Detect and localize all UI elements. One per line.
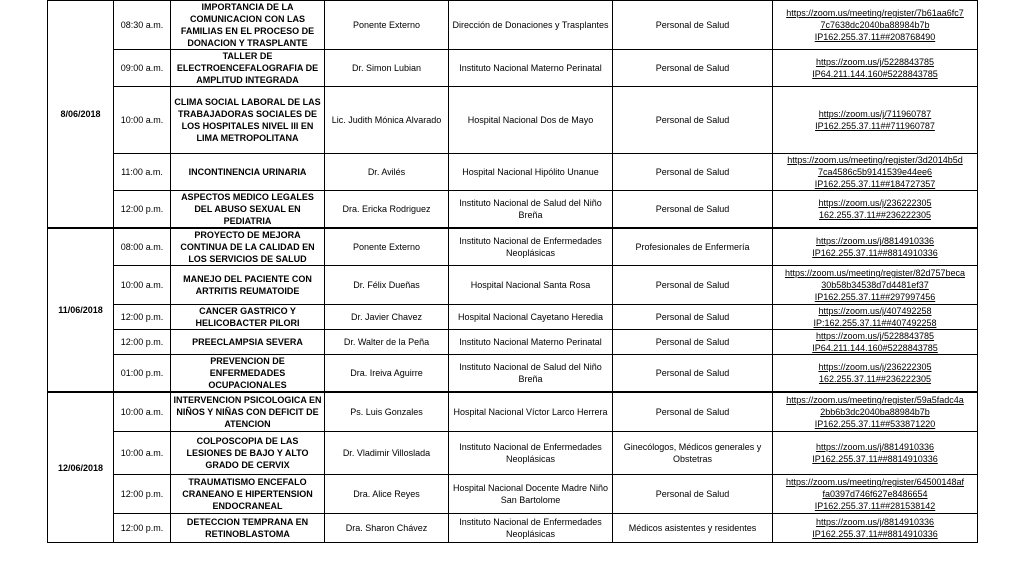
audience-cell: Personal de Salud	[613, 330, 773, 355]
institution-cell: Hospital Nacional Hipólito Unanue	[449, 154, 613, 191]
topic-cell: ASPECTOS MEDICO LEGALES DEL ABUSO SEXUAL EN PEDIATRIA	[171, 191, 325, 229]
zoom-link[interactable]: https://zoom.us/j/236222305 162.255.37.11##236222305	[773, 191, 978, 229]
topic-cell: COLPOSCOPIA DE LAS LESIONES DE BAJO Y ALTO GRADO DE CERVIX	[171, 432, 325, 475]
audience-cell: Ginecólogos, Médicos generales y Obstetras	[613, 432, 773, 475]
table-row	[48, 514, 978, 543]
time-cell: 09:00 a.m.	[114, 50, 171, 87]
audience-cell: Personal de Salud	[613, 50, 773, 87]
zoom-link[interactable]: https://zoom.us/meeting/register/59a5fadc4a 2bb6b3dc2040ba88984b7b IP162.255.37.11##533871220	[773, 392, 978, 432]
institution-cell: Instituto Nacional de Enfermedades Neoplásicas	[449, 228, 613, 266]
zoom-link[interactable]: https://zoom.us/j/236222305 162.255.37.11##236222305	[773, 355, 978, 393]
time-cell: 08:00 a.m.	[114, 228, 171, 266]
institution-cell: Instituto Nacional Materno Perinatal	[449, 50, 613, 87]
audience-cell: Médicos asistentes y residentes	[613, 514, 773, 543]
table-row	[48, 305, 978, 330]
institution-cell: Hospital Nacional Docente Madre Niño San Bartolome	[449, 475, 613, 514]
table-row	[48, 432, 978, 475]
time-cell: 10:00 a.m.	[114, 392, 171, 432]
speaker-cell: Ponente Externo	[325, 228, 449, 266]
table-row	[48, 266, 978, 305]
institution-cell: Dirección de Donaciones y Trasplantes	[449, 1, 613, 50]
zoom-link[interactable]: https://zoom.us/meeting/register/3d2014b5d 7ca4586c5b9141539e44ee6 IP162.255.37.11##184727357	[773, 154, 978, 191]
table-row	[48, 330, 978, 355]
institution-cell: Hospital Nacional Cayetano Heredia	[449, 305, 613, 330]
time-cell: 01:00 p.m.	[114, 355, 171, 393]
speaker-cell: Dr. Javier Chavez	[325, 305, 449, 330]
speaker-cell: Dr. Avilés	[325, 154, 449, 191]
time-cell: 10:00 a.m.	[114, 266, 171, 305]
zoom-link[interactable]: https://zoom.us/meeting/register/7b61aa6fc7 7c7638dc2040ba88984b7b IP162.255.37.11##208768490	[773, 1, 978, 50]
speaker-cell: Dra. Ireiva Aguirre	[325, 355, 449, 393]
institution-cell: Hospital Nacional Víctor Larco Herrera	[449, 392, 613, 432]
time-cell: 12:00 p.m.	[114, 514, 171, 543]
table-row	[48, 1, 978, 50]
topic-cell: CANCER GASTRICO Y HELICOBACTER PILORI	[171, 305, 325, 330]
institution-cell: Instituto Nacional de Salud del Niño Breña	[449, 191, 613, 229]
table-row	[48, 191, 978, 229]
topic-cell: TALLER DE ELECTROENCEFALOGRAFIA DE AMPLITUD INTEGRADA	[171, 50, 325, 87]
zoom-link[interactable]: https://zoom.us/j/711960787 IP162.255.37.11##711960787	[773, 87, 978, 154]
audience-cell: Personal de Salud	[613, 1, 773, 50]
audience-cell: Personal de Salud	[613, 87, 773, 154]
audience-cell: Personal de Salud	[613, 154, 773, 191]
time-cell: 12:00 p.m.	[114, 191, 171, 229]
audience-cell: Personal de Salud	[613, 475, 773, 514]
topic-cell: PROYECTO DE MEJORA CONTINUA DE LA CALIDAD EN LOS SERVICIOS DE SALUD	[171, 228, 325, 266]
topic-cell: PREVENCION DE ENFERMEDADES OCUPACIONALES	[171, 355, 325, 393]
zoom-link[interactable]: https://zoom.us/j/407492258 IP:162.255.37.11##407492258	[773, 305, 978, 330]
speaker-cell: Dr. Simon Lubian	[325, 50, 449, 87]
date-cell: 8/06/2018	[48, 1, 114, 229]
institution-cell: Hospital Nacional Santa Rosa	[449, 266, 613, 305]
time-cell: 12:00 p.m.	[114, 475, 171, 514]
audience-cell: Personal de Salud	[613, 266, 773, 305]
topic-cell: INCONTINENCIA URINARIA	[171, 154, 325, 191]
speaker-cell: Dra. Sharon Chávez	[325, 514, 449, 543]
speaker-cell: Dra. Alice Reyes	[325, 475, 449, 514]
institution-cell: Instituto Nacional de Enfermedades Neoplásicas	[449, 514, 613, 543]
table-row	[48, 355, 978, 393]
audience-cell: Personal de Salud	[613, 355, 773, 393]
institution-cell: Instituto Nacional de Salud del Niño Breña	[449, 355, 613, 393]
institution-cell: Instituto Nacional Materno Perinatal	[449, 330, 613, 355]
table-row	[48, 50, 978, 87]
table-row	[48, 228, 978, 266]
audience-cell: Profesionales de Enfermería	[613, 228, 773, 266]
time-cell: 12:00 p.m.	[114, 330, 171, 355]
schedule-table	[47, 0, 978, 543]
zoom-link[interactable]: https://zoom.us/meeting/register/82d757beca 30b58b34538d7d4481ef37 IP162.255.37.11##297997456	[773, 266, 978, 305]
table-row	[48, 392, 978, 432]
zoom-link[interactable]: https://zoom.us/j/5228843785 IP64.211.144.160#5228843785	[773, 50, 978, 87]
speaker-cell: Ponente Externo	[325, 1, 449, 50]
topic-cell: CLIMA SOCIAL LABORAL DE LAS TRABAJADORAS SOCIALES DE LOS HOSPITALES NIVEL III EN LIMA METROPOLITANA	[171, 87, 325, 154]
time-cell: 10:00 a.m.	[114, 432, 171, 475]
zoom-link[interactable]: https://zoom.us/j/8814910336 IP162.255.37.11##8814910336	[773, 228, 978, 266]
topic-cell: INTERVENCION PSICOLOGICA EN NIÑOS Y NIÑAS CON DEFICIT DE ATENCION	[171, 392, 325, 432]
institution-cell: Hospital Nacional Dos de Mayo	[449, 87, 613, 154]
table-row	[48, 154, 978, 191]
topic-cell: PREECLAMPSIA SEVERA	[171, 330, 325, 355]
institution-cell: Instituto Nacional de Enfermedades Neoplásicas	[449, 432, 613, 475]
time-cell: 10:00 a.m.	[114, 87, 171, 154]
speaker-cell: Lic. Judith Mónica Alvarado	[325, 87, 449, 154]
topic-cell: DETECCION TEMPRANA EN RETINOBLASTOMA	[171, 514, 325, 543]
date-cell: 11/06/2018	[48, 228, 114, 392]
table-row	[48, 475, 978, 514]
speaker-cell: Dr. Félix Dueñas	[325, 266, 449, 305]
zoom-link[interactable]: https://zoom.us/j/8814910336 IP162.255.37.11##8814910336	[773, 432, 978, 475]
speaker-cell: Dra. Ericka Rodriguez	[325, 191, 449, 229]
speaker-cell: Dr. Vladimir Villoslada	[325, 432, 449, 475]
zoom-link[interactable]: https://zoom.us/j/5228843785 IP64.211.144.160#5228843785	[773, 330, 978, 355]
time-cell: 12:00 p.m.	[114, 305, 171, 330]
date-cell: 12/06/2018	[48, 392, 114, 543]
table-row	[48, 87, 978, 154]
speaker-cell: Dr. Walter de la Peña	[325, 330, 449, 355]
zoom-link[interactable]: https://zoom.us/meeting/register/64500148af fa0397d746f627e8486654 IP162.255.37.11##281538142	[773, 475, 978, 514]
topic-cell: TRAUMATISMO ENCEFALO CRANEANO E HIPERTENSION ENDOCRANEAL	[171, 475, 325, 514]
audience-cell: Personal de Salud	[613, 392, 773, 432]
zoom-link[interactable]: https://zoom.us/j/8814910336 IP162.255.37.11##8814910336	[773, 514, 978, 543]
speaker-cell: Ps. Luis Gonzales	[325, 392, 449, 432]
time-cell: 08:30 a.m.	[114, 1, 171, 50]
time-cell: 11:00 a.m.	[114, 154, 171, 191]
audience-cell: Personal de Salud	[613, 191, 773, 229]
topic-cell: MANEJO DEL PACIENTE CON ARTRITIS REUMATOIDE	[171, 266, 325, 305]
audience-cell: Personal de Salud	[613, 305, 773, 330]
topic-cell: IMPORTANCIA DE LA COMUNICACION CON LAS FAMILIAS EN EL PROCESO DE DONACION Y TRASPLANTE	[171, 1, 325, 50]
